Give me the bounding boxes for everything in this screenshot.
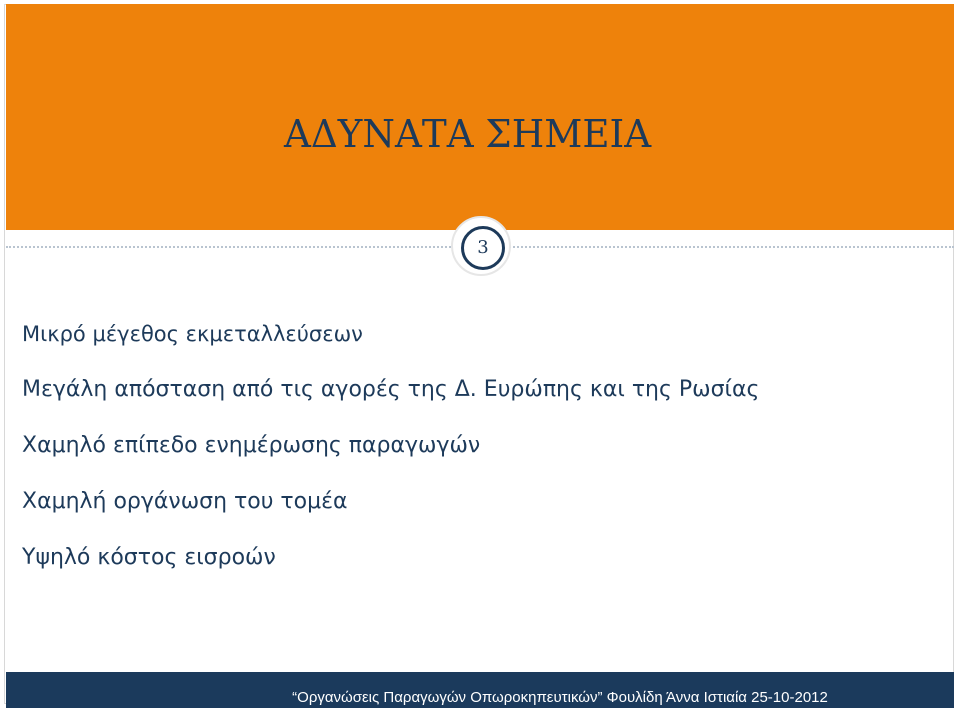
page-number-badge — [451, 216, 511, 276]
bullet-item: Μεγάλη απόσταση από τις αγορές της Δ. Ευρώπης και της Ρωσίας — [22, 377, 760, 402]
page-number: 3 — [477, 237, 489, 258]
page-number-ring — [461, 226, 505, 270]
bullet-item: Χαμηλή οργάνωση του τομέα — [22, 489, 348, 514]
bullet-list — [22, 306, 759, 586]
footer-text: “Οργανώσεις Παραγωγών Οπωροκηπευτικών” Φουλίδη Άννα Ιστιαία 25-10-2012 — [292, 688, 828, 706]
bullet-item: Χαμηλό επίπεδο ενημέρωσης παραγωγών — [22, 433, 481, 458]
slide-title: ΑΔΥΝΑΤΑ ΣΗΜΕΙΑ — [284, 112, 652, 156]
bullet-item: Υψηλό κόστος εισροών — [22, 545, 276, 570]
bullet-item: Μικρό μέγεθος εκμεταλλεύσεων — [22, 322, 363, 346]
footer-band — [6, 672, 954, 708]
